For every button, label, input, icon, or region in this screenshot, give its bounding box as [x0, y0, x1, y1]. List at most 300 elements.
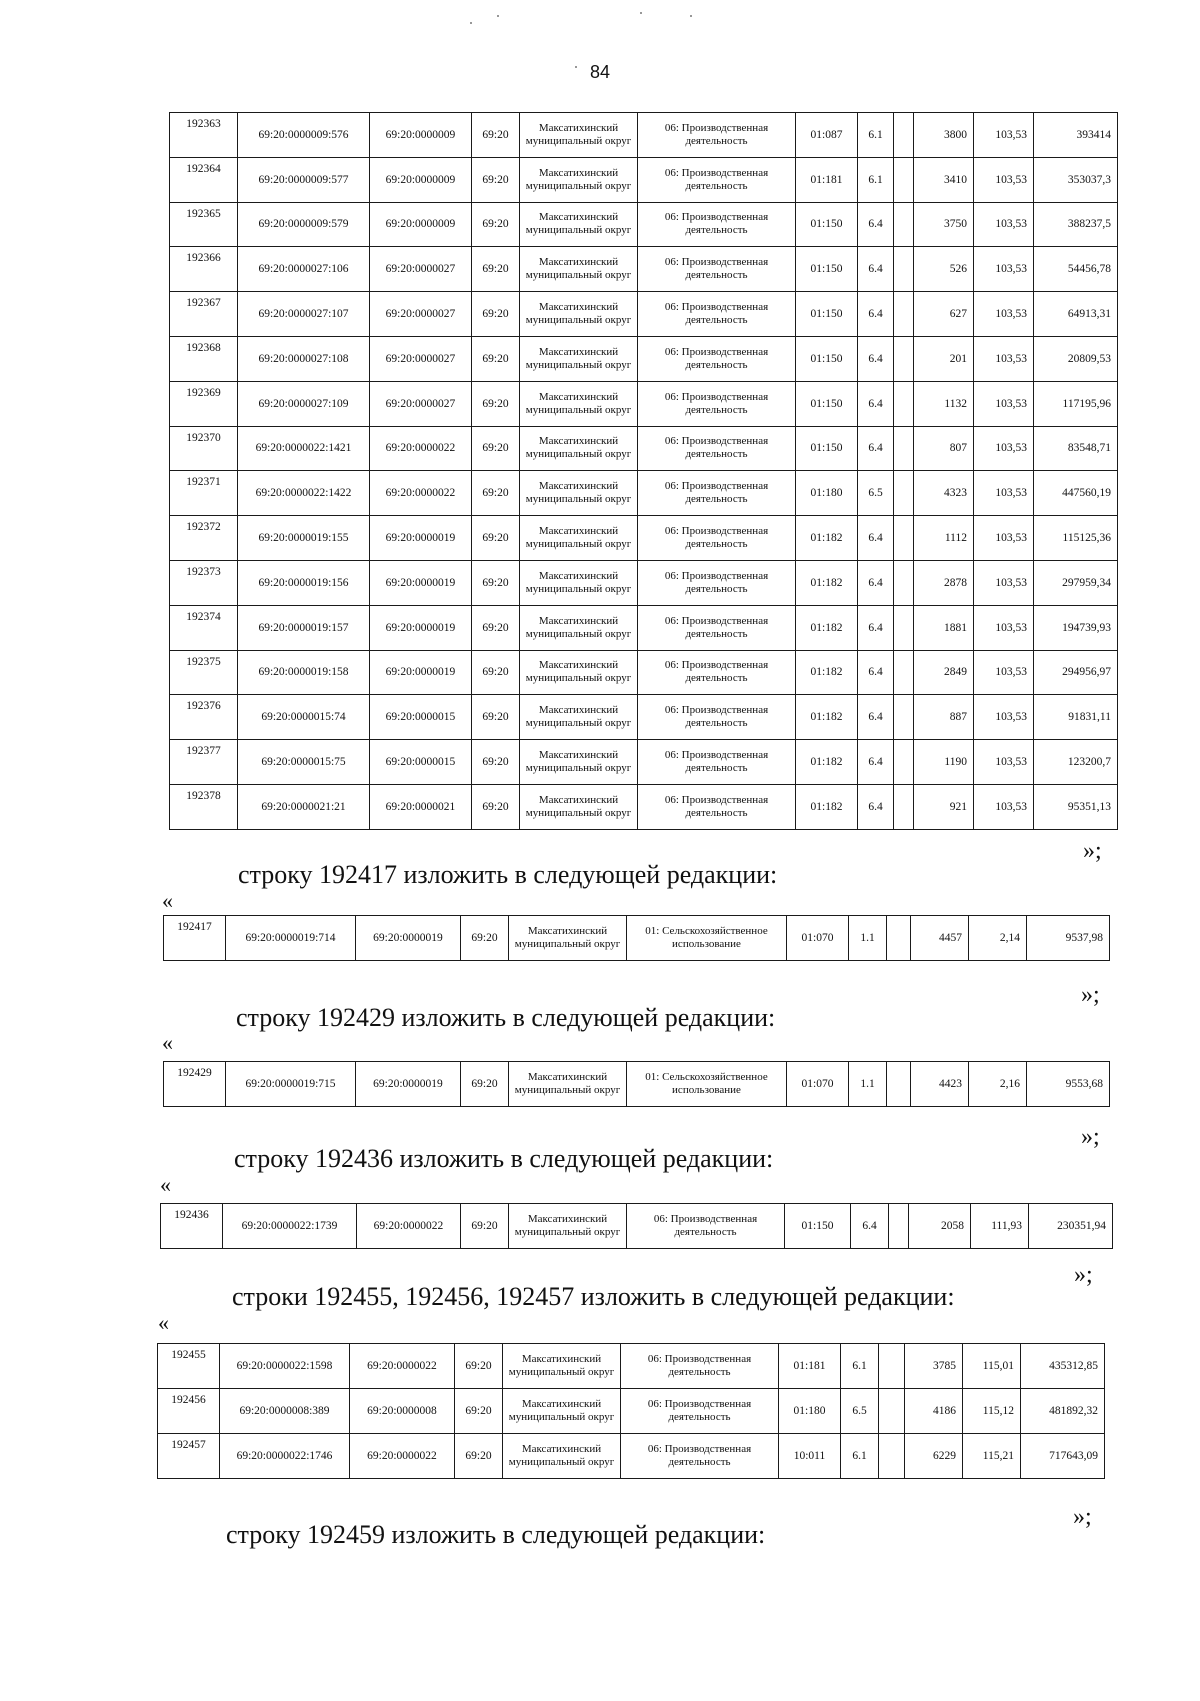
group-code-cell: 6.4: [858, 381, 894, 426]
land-use-code-cell: 01:150: [785, 1204, 851, 1249]
cadastral-number-cell: 69:20:0000022:1598: [220, 1344, 350, 1389]
cadastral-value-cell: 95351,13: [1034, 784, 1118, 829]
land-use-code-cell: 01:070: [787, 1062, 849, 1107]
cadastral-quarter-cell: 69:20:0000022: [370, 426, 472, 471]
cadastral-quarter-cell: 69:20:0000021: [370, 784, 472, 829]
extra-code-cell: [894, 560, 914, 605]
cadastral-quarter-cell: 69:20:0000009: [370, 202, 472, 247]
municipality-cell: Максатихинский муниципальный округ: [503, 1389, 621, 1434]
cadastral-value-cell: 393414: [1034, 113, 1118, 158]
municipality-cell: Максатихинский муниципальный округ: [509, 916, 627, 961]
land-use-cell: 06: Производственная деятельность: [638, 157, 796, 202]
cadastral-quarter-cell: 69:20:0000019: [370, 650, 472, 695]
area-cell: 4186: [905, 1389, 963, 1434]
specific-value-cell: 103,53: [974, 650, 1034, 695]
cadastral-value-cell: 115125,36: [1034, 516, 1118, 561]
closing-quote: »;: [1073, 1504, 1092, 1530]
area-cell: 201: [914, 336, 974, 381]
extra-code-cell: [894, 202, 914, 247]
group-code-cell: 6.4: [858, 605, 894, 650]
cadastral-value-cell: 117195,96: [1034, 381, 1118, 426]
area-cell: 2878: [914, 560, 974, 605]
cadastral-quarter-cell: 69:20:0000015: [370, 740, 472, 785]
land-use-code-cell: 01:182: [796, 740, 858, 785]
land-use-code-cell: 01:150: [796, 247, 858, 292]
row-number-cell: 192375: [170, 650, 238, 695]
row-number-cell: 192364: [170, 157, 238, 202]
cadastral-quarter-cell: 69:20:0000019: [370, 605, 472, 650]
table-row: [170, 516, 1118, 561]
table-192429: [163, 1061, 1110, 1107]
area-cell: 2849: [914, 650, 974, 695]
cadastral-value-cell: 294956,97: [1034, 650, 1118, 695]
group-code-cell: 6.1: [841, 1434, 879, 1479]
group-code-cell: 6.4: [858, 560, 894, 605]
district-code-cell: 69:20: [472, 157, 520, 202]
area-cell: 921: [914, 784, 974, 829]
table-row: [158, 1389, 1105, 1434]
specific-value-cell: 103,53: [974, 784, 1034, 829]
table-row: [170, 650, 1118, 695]
cadastral-quarter-cell: 69:20:0000022: [350, 1344, 455, 1389]
area-cell: 3785: [905, 1344, 963, 1389]
table-row: [170, 113, 1118, 158]
district-code-cell: 69:20: [472, 650, 520, 695]
table-row: [164, 916, 1110, 961]
area-cell: 887: [914, 695, 974, 740]
cadastral-number-cell: 69:20:0000019:715: [226, 1062, 356, 1107]
table-row: [170, 426, 1118, 471]
district-code-cell: 69:20: [472, 292, 520, 337]
extra-code-cell: [894, 784, 914, 829]
closing-quote: »;: [1081, 982, 1100, 1008]
extra-code-cell: [887, 1062, 911, 1107]
table-row: [170, 381, 1118, 426]
cadastral-value-cell: 447560,19: [1034, 471, 1118, 516]
row-number-cell: 192455: [158, 1344, 220, 1389]
land-use-code-cell: 01:182: [796, 516, 858, 561]
table-192455: [157, 1343, 1105, 1479]
land-use-cell: 06: Производственная деятельность: [638, 336, 796, 381]
cadastral-value-cell: 194739,93: [1034, 605, 1118, 650]
cadastral-value-cell: 230351,94: [1029, 1204, 1113, 1249]
district-code-cell: 69:20: [455, 1389, 503, 1434]
district-code-cell: 69:20: [472, 247, 520, 292]
extra-code-cell: [894, 650, 914, 695]
land-use-code-cell: 01:182: [796, 560, 858, 605]
closing-quote: »;: [1081, 1124, 1100, 1150]
land-use-cell: 06: Производственная деятельность: [638, 516, 796, 561]
group-code-cell: 6.1: [858, 113, 894, 158]
section-heading-192455: строки 192455, 192456, 192457 изложить в следующей редакции:: [232, 1282, 955, 1311]
extra-code-cell: [894, 247, 914, 292]
land-use-cell: 06: Производственная деятельность: [638, 247, 796, 292]
cadastral-value-cell: 20809,53: [1034, 336, 1118, 381]
district-code-cell: 69:20: [472, 336, 520, 381]
land-use-cell: 06: Производственная деятельность: [638, 471, 796, 516]
cadastral-value-cell: 83548,71: [1034, 426, 1118, 471]
group-code-cell: 6.1: [858, 157, 894, 202]
land-use-cell: 06: Производственная деятельность: [638, 202, 796, 247]
cadastral-number-cell: 69:20:0000027:109: [238, 381, 370, 426]
specific-value-cell: 103,53: [974, 740, 1034, 785]
cadastral-value-cell: 435312,85: [1021, 1344, 1105, 1389]
group-code-cell: 1.1: [849, 916, 887, 961]
specific-value-cell: 103,53: [974, 202, 1034, 247]
area-cell: 526: [914, 247, 974, 292]
municipality-cell: Максатихинский муниципальный округ: [520, 650, 638, 695]
district-code-cell: 69:20: [472, 695, 520, 740]
municipality-cell: Максатихинский муниципальный округ: [520, 426, 638, 471]
municipality-cell: Максатихинский муниципальный округ: [520, 336, 638, 381]
row-number-cell: 192429: [164, 1062, 226, 1107]
table-row: [164, 1062, 1110, 1107]
land-use-cell: 06: Производственная деятельность: [638, 113, 796, 158]
cadastral-number-cell: 69:20:0000027:108: [238, 336, 370, 381]
specific-value-cell: 103,53: [974, 426, 1034, 471]
row-number-cell: 192378: [170, 784, 238, 829]
specific-value-cell: 103,53: [974, 381, 1034, 426]
cadastral-number-cell: 69:20:0000009:579: [238, 202, 370, 247]
extra-code-cell: [879, 1344, 905, 1389]
opening-quote: «: [160, 1172, 171, 1197]
row-number-cell: 192457: [158, 1434, 220, 1479]
municipality-cell: Максатихинский муниципальный округ: [520, 113, 638, 158]
specific-value-cell: 103,53: [974, 157, 1034, 202]
land-use-code-cell: 01:182: [796, 695, 858, 740]
group-code-cell: 6.4: [858, 247, 894, 292]
land-use-cell: 06: Производственная деятельность: [621, 1434, 779, 1479]
group-code-cell: 6.4: [858, 336, 894, 381]
table-row: [170, 740, 1118, 785]
cadastral-number-cell: 69:20:0000019:714: [226, 916, 356, 961]
specific-value-cell: 2,16: [969, 1062, 1027, 1107]
table-row: [170, 157, 1118, 202]
land-use-cell: 06: Производственная деятельность: [627, 1204, 785, 1249]
group-code-cell: 6.5: [841, 1389, 879, 1434]
specific-value-cell: 103,53: [974, 471, 1034, 516]
land-use-code-cell: 01:181: [779, 1344, 841, 1389]
group-code-cell: 6.4: [858, 292, 894, 337]
section-heading-192459: строку 192459 изложить в следующей редакции:: [226, 1520, 766, 1549]
cadastral-number-cell: 69:20:0000019:157: [238, 605, 370, 650]
cadastral-quarter-cell: 69:20:0000027: [370, 381, 472, 426]
specific-value-cell: 115,12: [963, 1389, 1021, 1434]
municipality-cell: Максатихинский муниципальный округ: [520, 381, 638, 426]
section-heading-192436: строку 192436 изложить в следующей редакции:: [234, 1144, 774, 1173]
land-use-cell: 06: Производственная деятельность: [621, 1389, 779, 1434]
specific-value-cell: 115,01: [963, 1344, 1021, 1389]
district-code-cell: 69:20: [472, 784, 520, 829]
cadastral-number-cell: 69:20:0000027:106: [238, 247, 370, 292]
cadastral-value-cell: 123200,7: [1034, 740, 1118, 785]
cadastral-number-cell: 69:20:0000021:21: [238, 784, 370, 829]
land-use-code-cell: 01:070: [787, 916, 849, 961]
cadastral-quarter-cell: 69:20:0000019: [370, 560, 472, 605]
cadastral-number-cell: 69:20:0000009:577: [238, 157, 370, 202]
cadastral-number-cell: 69:20:0000027:107: [238, 292, 370, 337]
opening-quote: «: [158, 1310, 169, 1335]
cadastral-number-cell: 69:20:0000019:158: [238, 650, 370, 695]
extra-code-cell: [894, 292, 914, 337]
land-use-cell: 06: Производственная деятельность: [638, 381, 796, 426]
municipality-cell: Максатихинский муниципальный округ: [520, 740, 638, 785]
cadastral-number-cell: 69:20:0000015:74: [238, 695, 370, 740]
table-row: [158, 1434, 1105, 1479]
cadastral-value-cell: 54456,78: [1034, 247, 1118, 292]
land-use-cell: 06: Производственная деятельность: [638, 426, 796, 471]
table-192417: [163, 915, 1110, 961]
extra-code-cell: [879, 1389, 905, 1434]
cadastral-quarter-cell: 69:20:0000009: [370, 113, 472, 158]
row-number-cell: 192417: [164, 916, 226, 961]
cadastral-value-cell: 64913,31: [1034, 292, 1118, 337]
row-number-cell: 192369: [170, 381, 238, 426]
table-row: [170, 605, 1118, 650]
scan-speck: [690, 15, 692, 17]
area-cell: 3750: [914, 202, 974, 247]
specific-value-cell: 103,53: [974, 336, 1034, 381]
extra-code-cell: [894, 113, 914, 158]
land-use-cell: 06: Производственная деятельность: [638, 560, 796, 605]
specific-value-cell: 115,21: [963, 1434, 1021, 1479]
cadastral-number-cell: 69:20:0000022:1421: [238, 426, 370, 471]
land-use-cell: 06: Производственная деятельность: [638, 292, 796, 337]
specific-value-cell: 103,53: [974, 292, 1034, 337]
cadastral-number-cell: 69:20:0000008:389: [220, 1389, 350, 1434]
extra-code-cell: [894, 426, 914, 471]
area-cell: 1132: [914, 381, 974, 426]
municipality-cell: Максатихинский муниципальный округ: [520, 516, 638, 561]
cadastral-quarter-cell: 69:20:0000019: [356, 1062, 461, 1107]
table-row: [170, 336, 1118, 381]
table-row: [170, 560, 1118, 605]
area-cell: 4323: [914, 471, 974, 516]
district-code-cell: 69:20: [461, 1204, 509, 1249]
cadastral-number-cell: 69:20:0000019:155: [238, 516, 370, 561]
district-code-cell: 69:20: [455, 1434, 503, 1479]
land-use-cell: 06: Производственная деятельность: [638, 650, 796, 695]
municipality-cell: Максатихинский муниципальный округ: [520, 695, 638, 740]
scan-speck: [575, 66, 577, 68]
row-number-cell: 192371: [170, 471, 238, 516]
group-code-cell: 1.1: [849, 1062, 887, 1107]
extra-code-cell: [894, 695, 914, 740]
scan-speck: [470, 22, 472, 24]
specific-value-cell: 103,53: [974, 695, 1034, 740]
district-code-cell: 69:20: [472, 740, 520, 785]
row-number-cell: 192366: [170, 247, 238, 292]
group-code-cell: 6.4: [858, 516, 894, 561]
cadastral-quarter-cell: 69:20:0000009: [370, 157, 472, 202]
land-use-code-cell: 01:181: [796, 157, 858, 202]
municipality-cell: Максатихинский муниципальный округ: [503, 1344, 621, 1389]
table-row: [170, 247, 1118, 292]
municipality-cell: Максатихинский муниципальный округ: [520, 471, 638, 516]
land-use-code-cell: 01:150: [796, 426, 858, 471]
cadastral-number-cell: 69:20:0000015:75: [238, 740, 370, 785]
table-row: [170, 292, 1118, 337]
table-192436: [160, 1203, 1113, 1249]
district-code-cell: 69:20: [455, 1344, 503, 1389]
scan-speck: [497, 15, 499, 17]
group-code-cell: 6.5: [858, 471, 894, 516]
specific-value-cell: 103,53: [974, 113, 1034, 158]
specific-value-cell: 103,53: [974, 516, 1034, 561]
specific-value-cell: 2,14: [969, 916, 1027, 961]
extra-code-cell: [894, 605, 914, 650]
land-use-cell: 01: Сельскохозяйственное использование: [627, 1062, 787, 1107]
section-heading-192417: строку 192417 изложить в следующей редакции:: [238, 860, 778, 889]
area-cell: 6229: [905, 1434, 963, 1479]
cadastral-quarter-cell: 69:20:0000022: [357, 1204, 461, 1249]
area-cell: 2058: [909, 1204, 971, 1249]
land-use-code-cell: 01:150: [796, 202, 858, 247]
group-code-cell: 6.4: [858, 695, 894, 740]
row-number-cell: 192368: [170, 336, 238, 381]
cadastral-value-cell: 9537,98: [1027, 916, 1110, 961]
district-code-cell: 69:20: [461, 916, 509, 961]
row-number-cell: 192456: [158, 1389, 220, 1434]
cadastral-value-cell: 91831,11: [1034, 695, 1118, 740]
row-number-cell: 192374: [170, 605, 238, 650]
land-use-code-cell: 01:182: [796, 784, 858, 829]
specific-value-cell: 103,53: [974, 605, 1034, 650]
cadastral-quarter-cell: 69:20:0000027: [370, 247, 472, 292]
extra-code-cell: [879, 1434, 905, 1479]
cadastral-value-cell: 353037,3: [1034, 157, 1118, 202]
closing-quote: »;: [1074, 1262, 1093, 1288]
row-number-cell: 192365: [170, 202, 238, 247]
main-table: [169, 112, 1118, 830]
extra-code-cell: [894, 336, 914, 381]
group-code-cell: 6.4: [858, 650, 894, 695]
district-code-cell: 69:20: [472, 605, 520, 650]
area-cell: 4423: [911, 1062, 969, 1107]
municipality-cell: Максатихинский муниципальный округ: [520, 784, 638, 829]
cadastral-quarter-cell: 69:20:0000022: [370, 471, 472, 516]
row-number-cell: 192367: [170, 292, 238, 337]
opening-quote: «: [162, 888, 173, 913]
extra-code-cell: [887, 916, 911, 961]
district-code-cell: 69:20: [472, 516, 520, 561]
table-row: [170, 695, 1118, 740]
municipality-cell: Максатихинский муниципальный округ: [503, 1434, 621, 1479]
extra-code-cell: [894, 381, 914, 426]
row-number-cell: 192376: [170, 695, 238, 740]
district-code-cell: 69:20: [472, 471, 520, 516]
extra-code-cell: [894, 471, 914, 516]
district-code-cell: 69:20: [472, 202, 520, 247]
row-number-cell: 192370: [170, 426, 238, 471]
cadastral-number-cell: 69:20:0000022:1422: [238, 471, 370, 516]
cadastral-number-cell: 69:20:0000022:1746: [220, 1434, 350, 1479]
table-row: [161, 1204, 1113, 1249]
area-cell: 1190: [914, 740, 974, 785]
cadastral-value-cell: 9553,68: [1027, 1062, 1110, 1107]
land-use-code-cell: 01:182: [796, 650, 858, 695]
municipality-cell: Максатихинский муниципальный округ: [520, 157, 638, 202]
land-use-cell: 06: Производственная деятельность: [621, 1344, 779, 1389]
row-number-cell: 192373: [170, 560, 238, 605]
cadastral-quarter-cell: 69:20:0000008: [350, 1389, 455, 1434]
cadastral-quarter-cell: 69:20:0000019: [356, 916, 461, 961]
land-use-code-cell: 01:087: [796, 113, 858, 158]
cadastral-quarter-cell: 69:20:0000015: [370, 695, 472, 740]
area-cell: 807: [914, 426, 974, 471]
municipality-cell: Максатихинский муниципальный округ: [520, 247, 638, 292]
specific-value-cell: 111,93: [971, 1204, 1029, 1249]
group-code-cell: 6.4: [858, 740, 894, 785]
section-heading-192429: строку 192429 изложить в следующей редакции:: [236, 1003, 776, 1032]
cadastral-quarter-cell: 69:20:0000027: [370, 292, 472, 337]
row-number-cell: 192377: [170, 740, 238, 785]
row-number-cell: 192372: [170, 516, 238, 561]
land-use-code-cell: 01:150: [796, 336, 858, 381]
group-code-cell: 6.1: [841, 1344, 879, 1389]
specific-value-cell: 103,53: [974, 247, 1034, 292]
specific-value-cell: 103,53: [974, 560, 1034, 605]
area-cell: 3410: [914, 157, 974, 202]
land-use-cell: 06: Производственная деятельность: [638, 695, 796, 740]
municipality-cell: Максатихинский муниципальный округ: [520, 605, 638, 650]
land-use-code-cell: 10:011: [779, 1434, 841, 1479]
extra-code-cell: [894, 516, 914, 561]
cadastral-quarter-cell: 69:20:0000022: [350, 1434, 455, 1479]
row-number-cell: 192436: [161, 1204, 223, 1249]
cadastral-quarter-cell: 69:20:0000019: [370, 516, 472, 561]
table-row: [158, 1344, 1105, 1389]
cadastral-value-cell: 297959,34: [1034, 560, 1118, 605]
extra-code-cell: [894, 740, 914, 785]
cadastral-number-cell: 69:20:0000019:156: [238, 560, 370, 605]
extra-code-cell: [889, 1204, 909, 1249]
municipality-cell: Максатихинский муниципальный округ: [509, 1062, 627, 1107]
land-use-cell: 06: Производственная деятельность: [638, 784, 796, 829]
cadastral-value-cell: 717643,09: [1021, 1434, 1105, 1479]
area-cell: 1881: [914, 605, 974, 650]
table-row: [170, 784, 1118, 829]
cadastral-number-cell: 69:20:0000022:1739: [223, 1204, 357, 1249]
table-row: [170, 471, 1118, 516]
scan-speck: [640, 12, 642, 14]
area-cell: 3800: [914, 113, 974, 158]
opening-quote: «: [162, 1030, 173, 1055]
cadastral-quarter-cell: 69:20:0000027: [370, 336, 472, 381]
land-use-code-cell: 01:180: [796, 471, 858, 516]
cadastral-value-cell: 481892,32: [1021, 1389, 1105, 1434]
land-use-code-cell: 01:180: [779, 1389, 841, 1434]
extra-code-cell: [894, 157, 914, 202]
area-cell: 627: [914, 292, 974, 337]
land-use-cell: 01: Сельскохозяйственное использование: [627, 916, 787, 961]
land-use-code-cell: 01:182: [796, 605, 858, 650]
group-code-cell: 6.4: [858, 784, 894, 829]
district-code-cell: 69:20: [472, 560, 520, 605]
area-cell: 1112: [914, 516, 974, 561]
municipality-cell: Максатихинский муниципальный округ: [520, 292, 638, 337]
closing-quote: »;: [1083, 838, 1102, 864]
land-use-cell: 06: Производственная деятельность: [638, 740, 796, 785]
district-code-cell: 69:20: [472, 426, 520, 471]
page-number: 84: [589, 62, 611, 82]
cadastral-value-cell: 388237,5: [1034, 202, 1118, 247]
land-use-code-cell: 01:150: [796, 292, 858, 337]
group-code-cell: 6.4: [851, 1204, 889, 1249]
district-code-cell: 69:20: [472, 381, 520, 426]
row-number-cell: 192363: [170, 113, 238, 158]
table-row: [170, 202, 1118, 247]
